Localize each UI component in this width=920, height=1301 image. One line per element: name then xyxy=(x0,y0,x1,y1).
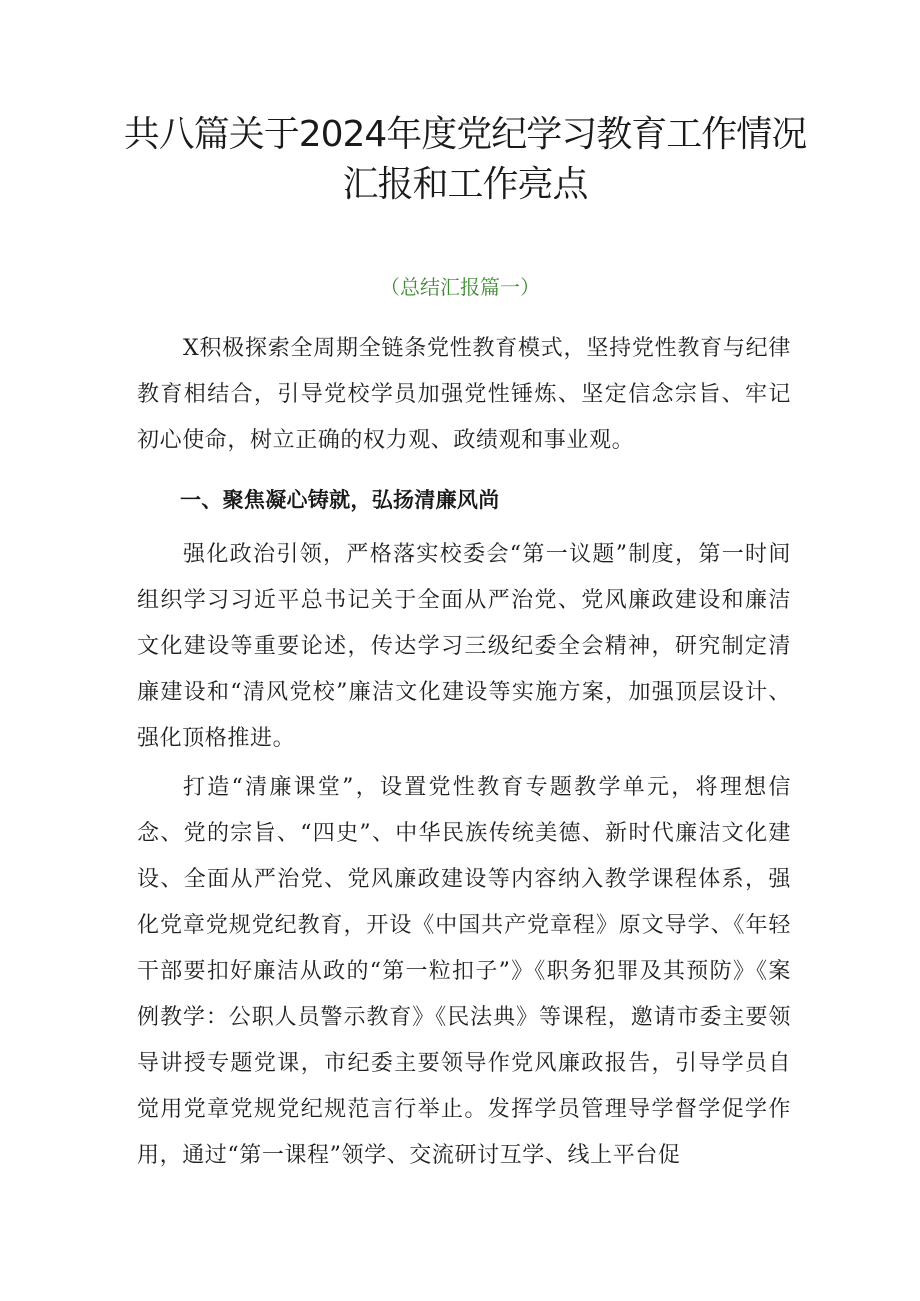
paragraph-political-guidance: 强化政治引领，严格落实校委会“第一议题”制度，第一时间组织学习习近平总书记关于全面从严治党、党风廉政建设和廉洁文化建设等重要论述，传达学习三级纪委全会精神，研究制定清廉建设和“清风党校”廉洁文化建设等实施方案，加强顶层设计、强化顶格推进。 xyxy=(137,542,791,751)
paragraph-intro: X积极探索全周期全链条党性教育模式，坚持党性教育与纪律教育相结合，引导党校学员加强党性锤炼、坚定信念宗旨、牢记初心使命，树立正确的权力观、政绩观和事业观。 xyxy=(137,336,791,453)
document-subtitle: （总结汇报篇一） xyxy=(380,275,540,299)
document-title: 共八篇关于2024年度党纪学习教育工作情况汇报和工作亮点 xyxy=(123,114,807,205)
section-heading: 一、聚焦凝心铸就，弘扬清廉风尚 xyxy=(180,488,500,512)
paragraph-clean-classroom: 打造“清廉课堂”，设置党性教育专题教学单元，将理想信念、党的宗旨、“四史”、中华民族传统美德、新时代廉洁文化建设、全面从严治党、党风廉政建设等内容纳入教学课程体系，强化党章党规党纪教育，开设《中国共产党章程》原文导学、《年轻干部要扣好廉洁从政的“第一粒扣子”》《职务犯罪及其预防》《案例教学：公职人员警示教育》《民法典》等课程，邀请市委主要领导讲授专题党课，市纪委主要领导作党风廉政报告，引导学员自觉用党章党规党纪规范言行举止。发挥学员管理导学督学促学作用，通过“第一课程”领学、交流研讨互学、线上平台促 xyxy=(137,775,791,1168)
